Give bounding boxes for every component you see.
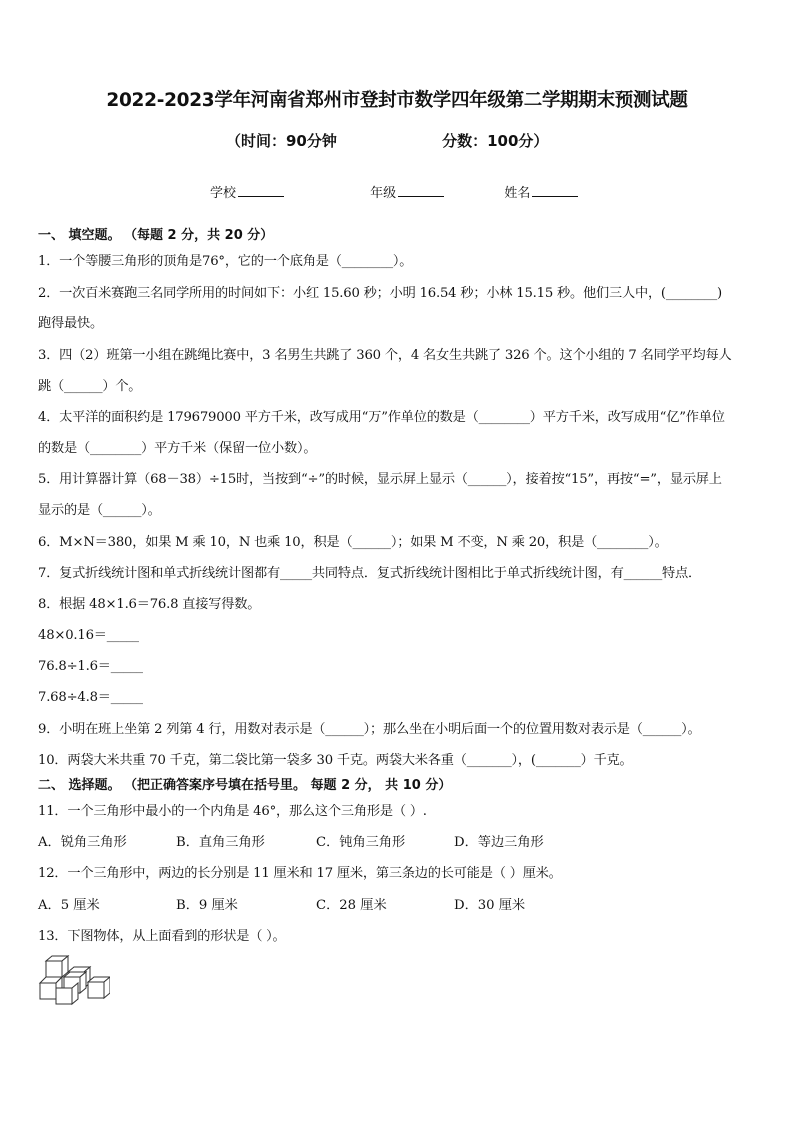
exam-title: 2022-2023学年河南省郑州市登封市数学四年级第二学期期末预测试题 xyxy=(106,90,688,111)
section-title: 一、 填空题。 xyxy=(38,228,121,243)
section-title: 二、 选择题。 xyxy=(38,778,121,793)
question-line: 7.68÷4.8＝_____ xyxy=(38,690,143,705)
choice-c[interactable]: C．28 厘米 xyxy=(316,898,387,913)
question-line: 13．下图物体，从上面看到的形状是（ ）。 xyxy=(38,929,286,944)
question-line: 9．小明在班上坐第 2 列第 4 行，用数对表示是（______）；那么坐在小明后面一个的位置用数对表示是（______）。 xyxy=(38,722,701,737)
choice-row xyxy=(38,894,525,913)
school-label: 学校 xyxy=(210,186,237,201)
question-line: 48×0.16＝_____ xyxy=(38,628,139,643)
question-line: 5．用计算器计算（68－38）÷15时，当按到“÷”的时候，显示屏上显示（______），接着按“15”，再按“=”，显示屏上 xyxy=(38,472,722,487)
choice-a[interactable]: A．锐角三角形 xyxy=(38,835,127,850)
question-line: 12．一个三角形中，两边的长分别是 11 厘米和 17 厘米，第三条边的长可能是（ ）厘米。 xyxy=(38,866,562,881)
choice-d[interactable]: D．30 厘米 xyxy=(454,898,526,913)
choice-a[interactable]: A．5 厘米 xyxy=(38,898,100,913)
section-note: （每题 2 分，共 20 分） xyxy=(130,228,274,243)
question-line: 3．四（2）班第一小组在跳绳比赛中，3 名男生共跳了 360 个，4 名女生共跳了 326 个。这个小组的 7 名同学平均每人 xyxy=(38,348,732,363)
question-line: 6．M×N＝380，如果 M 乘 10，N 也乘 10，积是（______）；如果 M 不变，N 乘 20，积是（________）。 xyxy=(38,535,668,550)
student-info-row xyxy=(210,182,578,201)
choice-row xyxy=(38,831,544,850)
section-heading-fill-blank xyxy=(38,224,273,243)
exam-score: 分数：100分） xyxy=(442,132,549,150)
cube-stack-figure xyxy=(38,955,110,1007)
question-line: 76.8÷1.6＝_____ xyxy=(38,659,143,674)
question-line: 4．太平洋的面积约是 179679000 平方千米，改写成用“万”作单位的数是（________）平方千米，改写成用“亿”作单位 xyxy=(38,410,725,425)
question-line: 10．两袋大米共重 70 千克，第二袋比第一袋多 30 千克。两袋大米各重（_______），(_______）千克。 xyxy=(38,753,633,768)
question-line: 11．一个三角形中最小的一个内角是 46°，那么这个三角形是（ ）. xyxy=(38,804,427,819)
question-line: 1．一个等腰三角形的顶角是76°，它的一个底角是（________）。 xyxy=(38,254,413,269)
question-line: 2．一次百米赛跑三名同学所用的时间如下：小红 15.60 秒；小明 16.54 秒；小林 15.15 秒。他们三人中，(________) xyxy=(38,286,722,301)
question-line: 显示的是（______）。 xyxy=(38,503,161,518)
question-line: 跳（______）个。 xyxy=(38,379,142,394)
question-line: 跑得最快。 xyxy=(38,316,103,331)
choice-d[interactable]: D．等边三角形 xyxy=(454,835,544,850)
grade-blank[interactable] xyxy=(398,184,444,197)
name-label: 姓名 xyxy=(504,186,531,201)
section-heading-choice xyxy=(38,774,451,793)
section-note: （把正确答案序号填在括号里。 每题 2 分， 共 10 分） xyxy=(130,778,452,793)
question-line: 8．根据 48×1.6＝76.8 直接写得数。 xyxy=(38,597,261,612)
choice-b[interactable]: B．直角三角形 xyxy=(176,835,265,850)
exam-meta xyxy=(226,130,548,151)
question-line: 的数是（________）平方千米（保留一位小数）。 xyxy=(38,441,317,456)
question-line: 7．复式折线统计图和单式折线统计图都有_____共同特点．复式折线统计图相比于单式折线统计图，有______特点． xyxy=(38,566,701,581)
choice-b[interactable]: B．9 厘米 xyxy=(176,898,238,913)
grade-label: 年级 xyxy=(370,186,397,201)
school-blank[interactable] xyxy=(238,184,284,197)
name-blank[interactable] xyxy=(532,184,578,197)
exam-time: （时间：90分钟 xyxy=(226,132,337,150)
choice-c[interactable]: C．钝角三角形 xyxy=(316,835,406,850)
